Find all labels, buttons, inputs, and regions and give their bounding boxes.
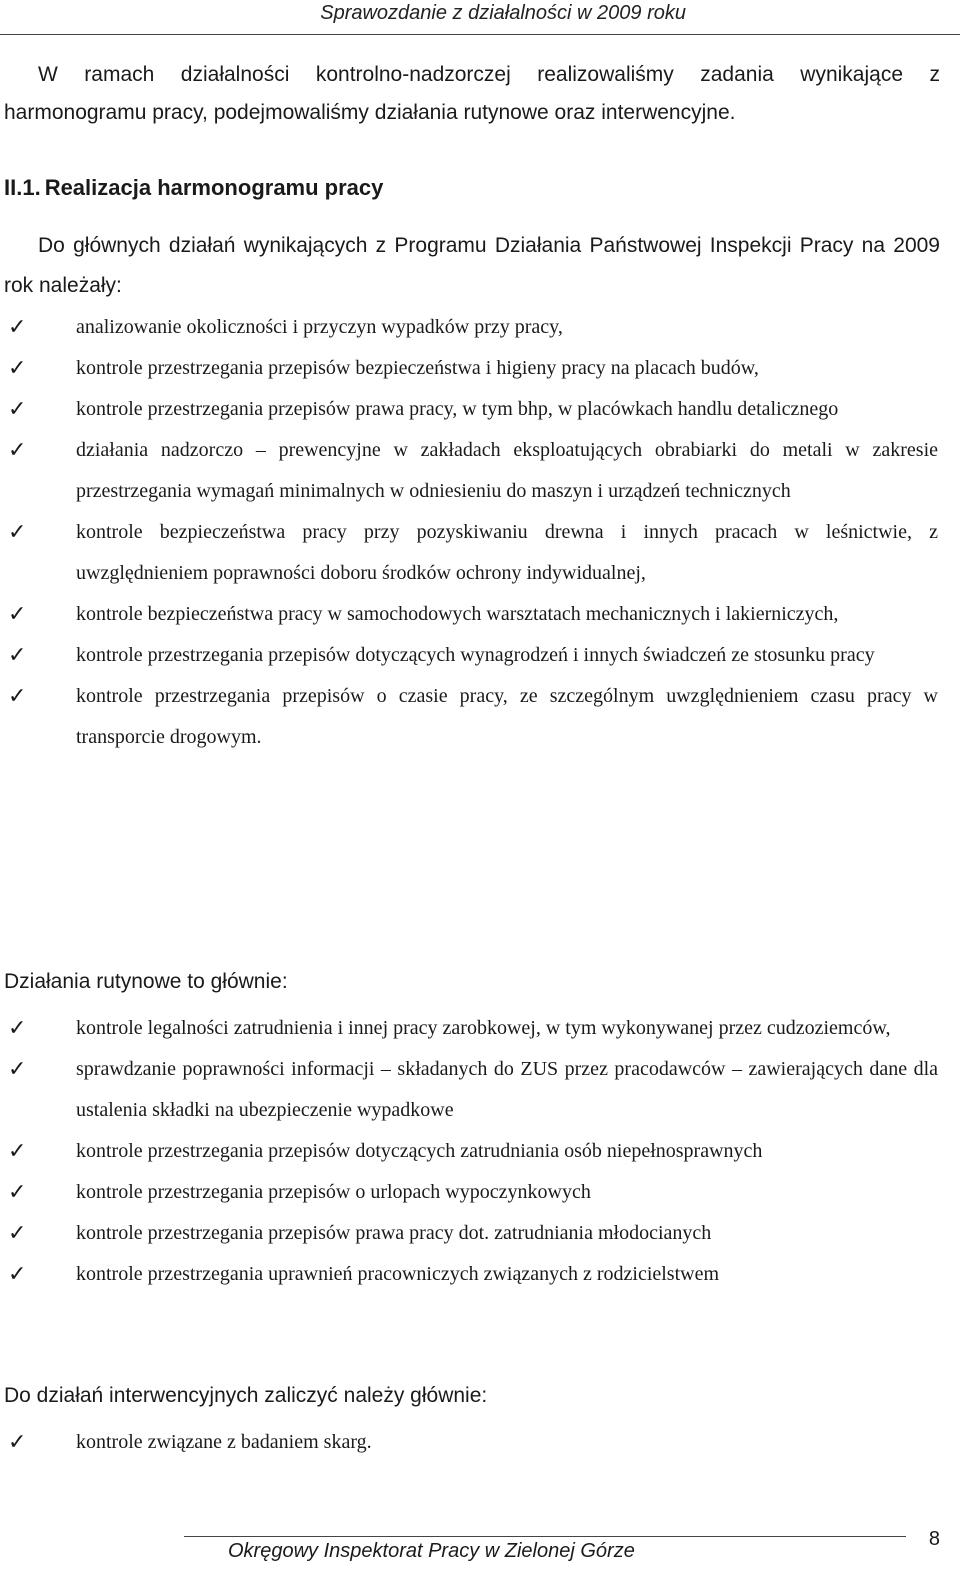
list-item xyxy=(8,1213,938,1254)
intervention-list xyxy=(8,1422,938,1463)
list-item-text: analizowanie okoliczności i przyczyn wypadków przy pracy, xyxy=(76,316,563,338)
list-item xyxy=(8,348,938,389)
check-icon: ✓ xyxy=(8,1430,27,1455)
list-item xyxy=(8,1049,938,1131)
running-header: Sprawozdanie z działalności w 2009 roku xyxy=(320,2,686,24)
list-item-text: kontrole przestrzegania przepisów bezpieczeństwa i higieny pracy na placach budów, xyxy=(76,357,759,379)
page-number: 8 xyxy=(928,1528,940,1550)
section-paragraph-text: Do głównych działań wynikających z Programu Działania Państwowej Inspekcji Pracy na 2009 rok należały: xyxy=(4,234,940,297)
list-item xyxy=(8,676,938,758)
list-item-text: kontrole związane z badaniem skarg. xyxy=(76,1431,372,1453)
section-number: II.1. xyxy=(4,175,41,200)
footer-text: Okręgowy Inspektorat Pracy w Zielonej Górze xyxy=(228,1540,635,1562)
check-icon: ✓ xyxy=(8,602,27,627)
list-item-text: kontrole przestrzegania przepisów prawa pracy, w tym bhp, w placówkach handlu detalicznego xyxy=(76,398,839,420)
list-item xyxy=(8,512,938,594)
list-item xyxy=(8,594,938,635)
check-icon: ✓ xyxy=(8,1139,27,1164)
list-item xyxy=(8,389,938,430)
list-item-text: kontrole przestrzegania uprawnień pracowniczych związanych z rodzicielstwem xyxy=(76,1263,720,1285)
section-title: Realizacja harmonogramu pracy xyxy=(44,175,384,200)
intervention-heading: Do działań interwencyjnych zaliczyć należy głównie: xyxy=(4,1384,488,1407)
list-item-text: działania nadzorczo – prewencyjne w zakładach eksploatujących obrabiarki do metali w zakresie przestrzegania wymagań minimalnych w odniesieniu do maszyn i urządzeń technicznych xyxy=(76,439,938,502)
section-heading xyxy=(4,175,383,201)
check-icon: ✓ xyxy=(8,520,27,545)
check-icon: ✓ xyxy=(8,1221,27,1246)
list-item-text: kontrole przestrzegania przepisów dotyczących zatrudniania osób niepełnosprawnych xyxy=(76,1140,763,1162)
intro-text: W ramach działalności kontrolno-nadzorczej realizowaliśmy zadania wynikające z harmonogramu pracy, podejmowaliśmy działania rutynowe oraz interwencyjne. xyxy=(4,63,940,124)
list-item-text: kontrole przestrzegania przepisów o czasie pracy, ze szczególnym uwzględnieniem czasu pracy w transporcie drogowym. xyxy=(76,685,938,748)
list-item-text: kontrole przestrzegania przepisów prawa pracy dot. zatrudniania młodocianych xyxy=(76,1222,712,1244)
list-item-text: kontrole przestrzegania przepisów o urlopach wypoczynkowych xyxy=(76,1181,591,1203)
list-item xyxy=(8,635,938,676)
check-icon: ✓ xyxy=(8,1016,27,1041)
list-item-text: kontrole bezpieczeństwa pracy przy pozyskiwaniu drewna i innych pracach w leśnictwie, z uwzględnieniem poprawności doboru środków ochrony indywidualnej, xyxy=(76,521,938,584)
check-icon: ✓ xyxy=(8,397,27,422)
list-item-text: kontrole przestrzegania przepisów dotyczących wynagrodzeń i innych świadczeń ze stosunku pracy xyxy=(76,644,875,666)
list-item-text: kontrole bezpieczeństwa pracy w samochodowych warsztatach mechanicznych i lakierniczych, xyxy=(76,603,839,625)
list-item xyxy=(8,1131,938,1172)
list-item-text: sprawdzanie poprawności informacji – składanych do ZUS przez pracodawców – zawierających dane dla ustalenia składki na ubezpieczenie wypadkowe xyxy=(76,1058,938,1121)
footer-divider xyxy=(184,1536,906,1537)
check-icon: ✓ xyxy=(8,1057,27,1082)
list-item xyxy=(8,1254,938,1295)
list-item xyxy=(8,1008,938,1049)
intro-paragraph xyxy=(4,56,940,132)
section-paragraph xyxy=(4,226,940,306)
schedule-list xyxy=(8,307,938,758)
list-item-text: kontrole legalności zatrudnienia i innej pracy zarobkowej, w tym wykonywanej przez cudzoziemców, xyxy=(76,1017,891,1039)
routine-list xyxy=(8,1008,938,1295)
check-icon: ✓ xyxy=(8,684,27,709)
check-icon: ✓ xyxy=(8,438,27,463)
check-icon: ✓ xyxy=(8,1180,27,1205)
check-icon: ✓ xyxy=(8,643,27,668)
list-item xyxy=(8,430,938,512)
routine-heading: Działania rutynowe to głównie: xyxy=(4,970,288,993)
check-icon: ✓ xyxy=(8,1262,27,1287)
check-icon: ✓ xyxy=(8,315,27,340)
list-item xyxy=(8,1172,938,1213)
list-item xyxy=(8,1422,938,1463)
check-icon: ✓ xyxy=(8,356,27,381)
list-item xyxy=(8,307,938,348)
header-divider xyxy=(0,34,960,35)
